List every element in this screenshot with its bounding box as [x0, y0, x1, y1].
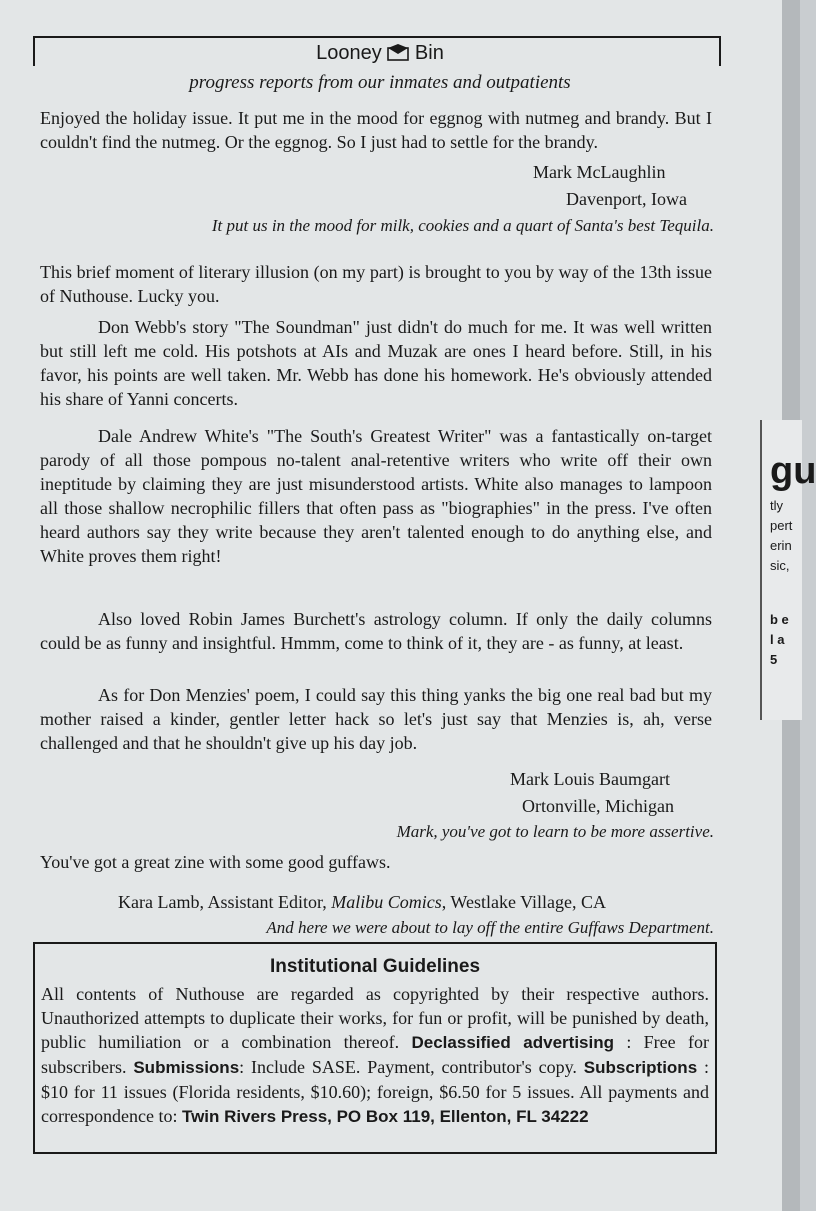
guidelines-advertising-text: : Free for subscribers.	[41, 1032, 709, 1077]
letter-3-sig-name: Kara Lamb, Assistant Editor,	[118, 892, 332, 912]
letter-2-place: Ortonville, Michigan	[522, 796, 674, 816]
letter-3-reply: And here we were about to lay off the entire Guffaws Department.	[266, 918, 714, 937]
guidelines-address: Twin Rivers Press, PO Box 119, Ellenton, FL 34222	[181, 1107, 589, 1126]
guidelines-title: Institutional Guidelines	[269, 956, 481, 977]
letter-2-paragraph-webb: Don Webb's story "The Soundman" just didn't do much for me. It was well written but still left me cold. His potshots at AIs and Muzak are ones I heard before. Still, in his favor, his points are well taken. Mr. Webb has done his homework. He's obviously attended his share of Yanni concerts.	[40, 317, 712, 409]
bleed-line: sic,	[770, 558, 790, 573]
column-title	[0, 42, 760, 65]
letter-2-paragraph-white: Dale Andrew White's "The South's Greatest Writer" was a fantastically on-target parody of all those pompous no-talent anal-retentive writers who write off their own ineptitude by claiming they are just misunderstood artists. White also manages to lampoon all those shallow necrophilic fillers that often pass as "biographies" in the press. I've often heard authors say they write because they aren't talented enough to do anything else, and White proves them right!	[40, 426, 712, 566]
letter-2-name: Mark Louis Baumgart	[510, 769, 670, 789]
letter-2-reply: Mark, you've got to learn to be more assertive.	[396, 822, 714, 841]
title-left: Looney	[316, 42, 382, 64]
letter-3-sig-publisher: Malibu Comics	[331, 892, 442, 912]
guidelines-text	[41, 982, 709, 1129]
letter-2-intro: This brief moment of literary illusion (on my part) is brought to you by way of the 13th issue of Nuthouse. Lucky you.	[40, 262, 712, 306]
guidelines-submissions-label: Submissions	[133, 1058, 240, 1077]
letter-3-body: You've got a great zine with some good guffaws.	[40, 852, 391, 872]
letter-1-body: Enjoyed the holiday issue. It put me in the mood for eggnog with nutmeg and brandy. But I couldn't find the nutmeg. Or the eggnog. So I just had to settle for the brandy.	[40, 108, 712, 152]
envelope-icon	[387, 43, 409, 61]
next-page-bleed	[760, 420, 816, 720]
guidelines-advertising-label: Declassified advertising	[411, 1033, 614, 1052]
bleed-line: pert	[770, 518, 793, 533]
bleed-line: b e	[770, 612, 789, 627]
guidelines-box	[33, 942, 717, 1154]
bleed-line: tly	[770, 498, 783, 513]
letter-2-paragraph-menzies: As for Don Menzies' poem, I could say this thing yanks the big one real bad but my mother raised a kinder, gentler letter hack so let's just say that Menzies is, ah, verse challenged and that he shouldn't give up his day job.	[40, 685, 712, 753]
letter-3-signature	[118, 892, 606, 913]
title-right: Bin	[414, 42, 444, 64]
letter-1-place: Davenport, Iowa	[566, 189, 687, 209]
guidelines-subscriptions-text: : $10 for 11 issues (Florida residents, $10.60); foreign, $6.50 for 5 issues. All payments and correspondence to:	[41, 1057, 710, 1126]
letter-1-reply: It put us in the mood for milk, cookies and a quart of Santa's best Tequila.	[211, 216, 714, 235]
column-subtitle: progress reports from our inmates and outpatients	[189, 72, 571, 93]
bleed-line: l a	[770, 632, 785, 647]
guidelines-subscriptions-label: Subscriptions	[583, 1058, 698, 1077]
bleed-line: 5	[770, 652, 778, 667]
guidelines-copyright: All contents of Nuthouse are regarded as copyrighted by their respective authors. Unauthorized attempts to duplicate their works, for fun or profit, will be punished by death, public humiliation or a combination thereof.	[41, 984, 709, 1052]
letter-3-sig-place: , Westlake Village, CA	[441, 892, 607, 912]
bleed-heading: gu	[770, 450, 816, 492]
bleed-line: erin	[770, 538, 792, 553]
guidelines-submissions-text: : Include SASE. Payment, contributor's copy.	[239, 1057, 584, 1077]
letter-2-paragraph-burchett: Also loved Robin James Burchett's astrology column. If only the daily columns could be as funny and insightful. Hmmm, come to think of it, they are - as funny, at least.	[40, 609, 712, 653]
letter-1-name: Mark McLaughlin	[533, 162, 666, 182]
